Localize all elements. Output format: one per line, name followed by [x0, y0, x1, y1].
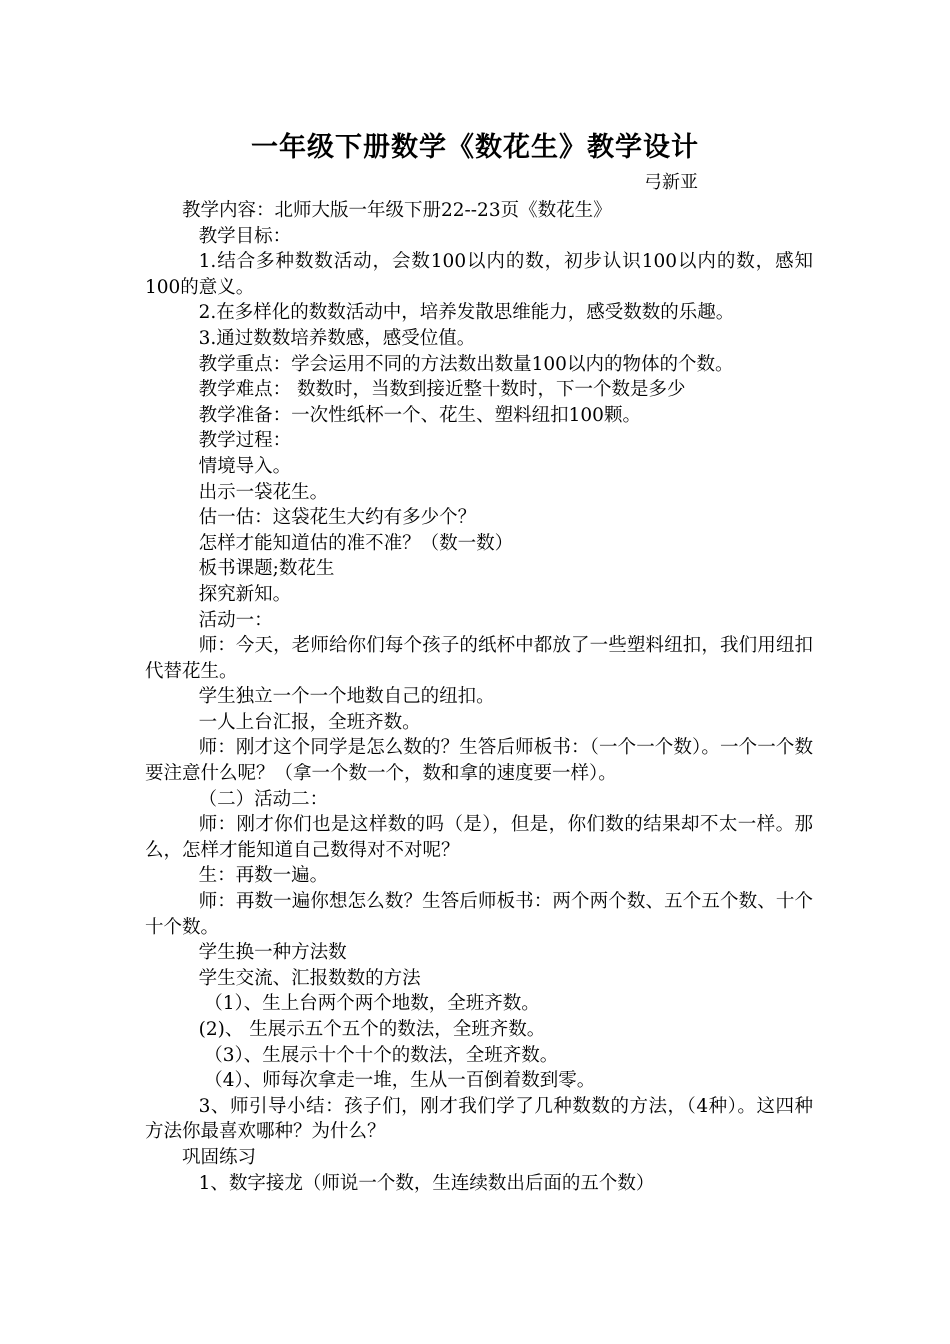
paragraph: （4）、师每次拿走一堆，生从一百倒着数到零。 — [204, 1070, 596, 1092]
paragraph: （二）活动二： — [198, 788, 329, 810]
paragraph: 情境导入。 — [198, 455, 292, 477]
paragraph: 估一估：这袋花生大约有多少个？ — [198, 507, 477, 529]
paragraph: 学生独立一个一个地数自己的纽扣。 — [198, 686, 495, 708]
paragraph: (2)、 生展示五个五个的数法，全班齐数。 — [198, 1019, 546, 1040]
document-body — [145, 198, 813, 1196]
paragraph: 出示一袋花生。 — [198, 481, 329, 503]
paragraph: 生：再数一遍。 — [198, 865, 329, 887]
paragraph: 3、师引导小结：孩子们，刚才我们学了几种数数的方法，（4种）。这四种方法你最喜欢哪种？为什么？ — [145, 1095, 813, 1143]
paragraph: 师：刚才你们也是这样数的吗（是），但是，你们数的结果却不太一样。那么，怎样才能知道自己数得对不对呢？ — [145, 814, 813, 861]
paragraph: 1、数字接龙（师说一个数，生连续数出后面的五个数） — [198, 1172, 655, 1194]
paragraph: 师：刚才这个同学是怎么数的？生答后师板书：（一个一个数）。一个一个数要注意什么呢？（拿一个数一个，数和拿的速度要一样）。 — [145, 737, 813, 785]
paragraph: 师：今天，老师给你们每个孩子的纸杯中都放了一些塑料纽扣，我们用纽扣代替花生。 — [145, 635, 813, 682]
paragraph: 学生换一种方法数 — [198, 942, 347, 964]
paragraph: 一人上台汇报，全班齐数。 — [198, 711, 421, 733]
paragraph: 1.结合多种数数活动，会数100以内的数，初步认识100以内的数，感知100的意义。 — [145, 251, 813, 298]
paragraph: 2.在多样化的数数活动中，培养发散思维能力，感受数数的乐趣。 — [198, 302, 735, 324]
paragraph: 巩固练习 — [182, 1146, 257, 1168]
author-name: 弓新亚 — [644, 172, 698, 193]
paragraph: 师：再数一遍你想怎么数？生答后师板书：两个两个数、五个五个数、十个十个数。 — [145, 891, 813, 938]
paragraph: 3.通过数数培养数感，感受位值。 — [198, 327, 476, 349]
paragraph: 怎样才能知道估的准不准？（数一数） — [198, 532, 514, 554]
paragraph: 教学重点：学会运用不同的方法数出数量100以内的物体的个数。 — [198, 353, 734, 375]
paragraph: （3）、生展示十个十个的数法，全班齐数。 — [204, 1044, 559, 1066]
paragraph: 活动一： — [198, 609, 273, 631]
paragraph: 探究新知。 — [198, 583, 292, 605]
paragraph: 学生交流、汇报数数的方法 — [198, 967, 421, 989]
paragraph: 教学过程： — [198, 430, 292, 452]
paragraph: 教学准备：一次性纸杯一个、花生、塑料纽扣100颗。 — [198, 404, 641, 426]
paragraph: 教学目标： — [198, 225, 292, 247]
paragraph: 板书课题;数花生 — [198, 558, 335, 580]
paragraph: （1）、生上台两个两个地数，全班齐数。 — [204, 993, 540, 1015]
paragraph: 教学难点： 数数时，当数到接近整十数时，下一个数是多少 — [198, 379, 686, 401]
document-title: 一年级下册数学《数花生》教学设计 — [251, 132, 699, 163]
paragraph: 教学内容：北师大版一年级下册22--23页《数花生》 — [182, 200, 612, 221]
